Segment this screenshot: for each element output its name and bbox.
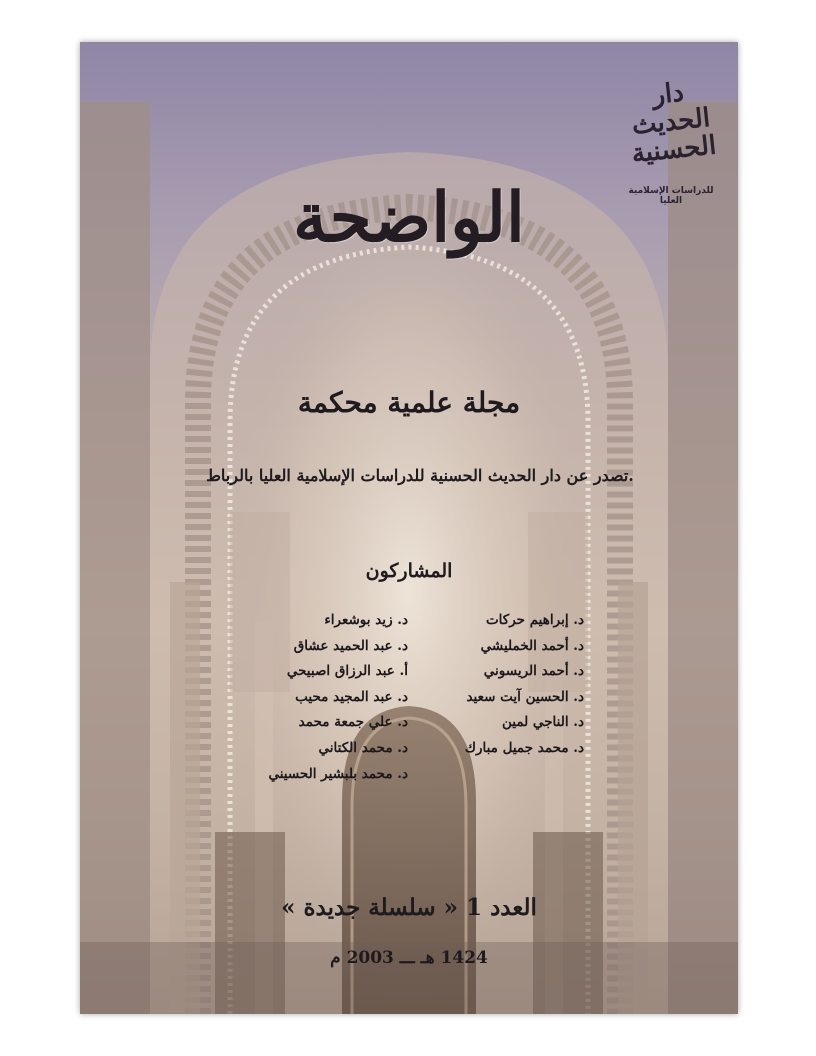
participant-name: د. محمد جميل مبارك [464, 739, 584, 756]
participant-name: د. محمد بلبشير الحسيني [268, 765, 408, 782]
participants-list-left [212, 608, 408, 787]
publisher-line: تصدر عن دار الحديث الحسنية للدراسات الإسلامية العليا بالرباط. [206, 466, 634, 485]
participant-name: أ. عبد الرزاق اصبيحي [286, 663, 408, 680]
participant-name: د. إبراهيم حركات [485, 612, 584, 628]
participant-name: د. عبد المجيد محيب [295, 688, 408, 705]
logo-calligraphy: دار الحديث الحسنية [630, 77, 718, 170]
participant-name: د. أحمد الريسوني [483, 663, 584, 680]
journal-subtitle: مجلة علمية محكمة [297, 386, 521, 419]
participant-name: د. علي جمعة محمد [298, 714, 408, 731]
participant-name: د. الناجي لمين [501, 714, 584, 731]
magazine-cover [80, 42, 738, 1014]
logo-subtitle: للدراسات الإسلامية العليا [628, 186, 714, 206]
participant-name: د. الحسين آيت سعيد [466, 688, 584, 705]
participant-name: د. محمد الكتاني [318, 739, 408, 756]
participant-name: د. أحمد الخمليشي [480, 637, 584, 654]
issue-date: 1424 هـ ـــ 2003 م [330, 948, 488, 968]
participants-heading: المشاركون [365, 560, 453, 582]
participants-list-right [384, 608, 584, 762]
participant-name: د. عبد الحميد عشاق [293, 637, 408, 654]
journal-title: الواضحة [293, 178, 525, 258]
institution-logo [618, 68, 724, 206]
issue-number: العدد 1 « سلسلة جديدة » [281, 894, 537, 921]
participant-name: د. زيد بوشعراء [324, 612, 408, 628]
